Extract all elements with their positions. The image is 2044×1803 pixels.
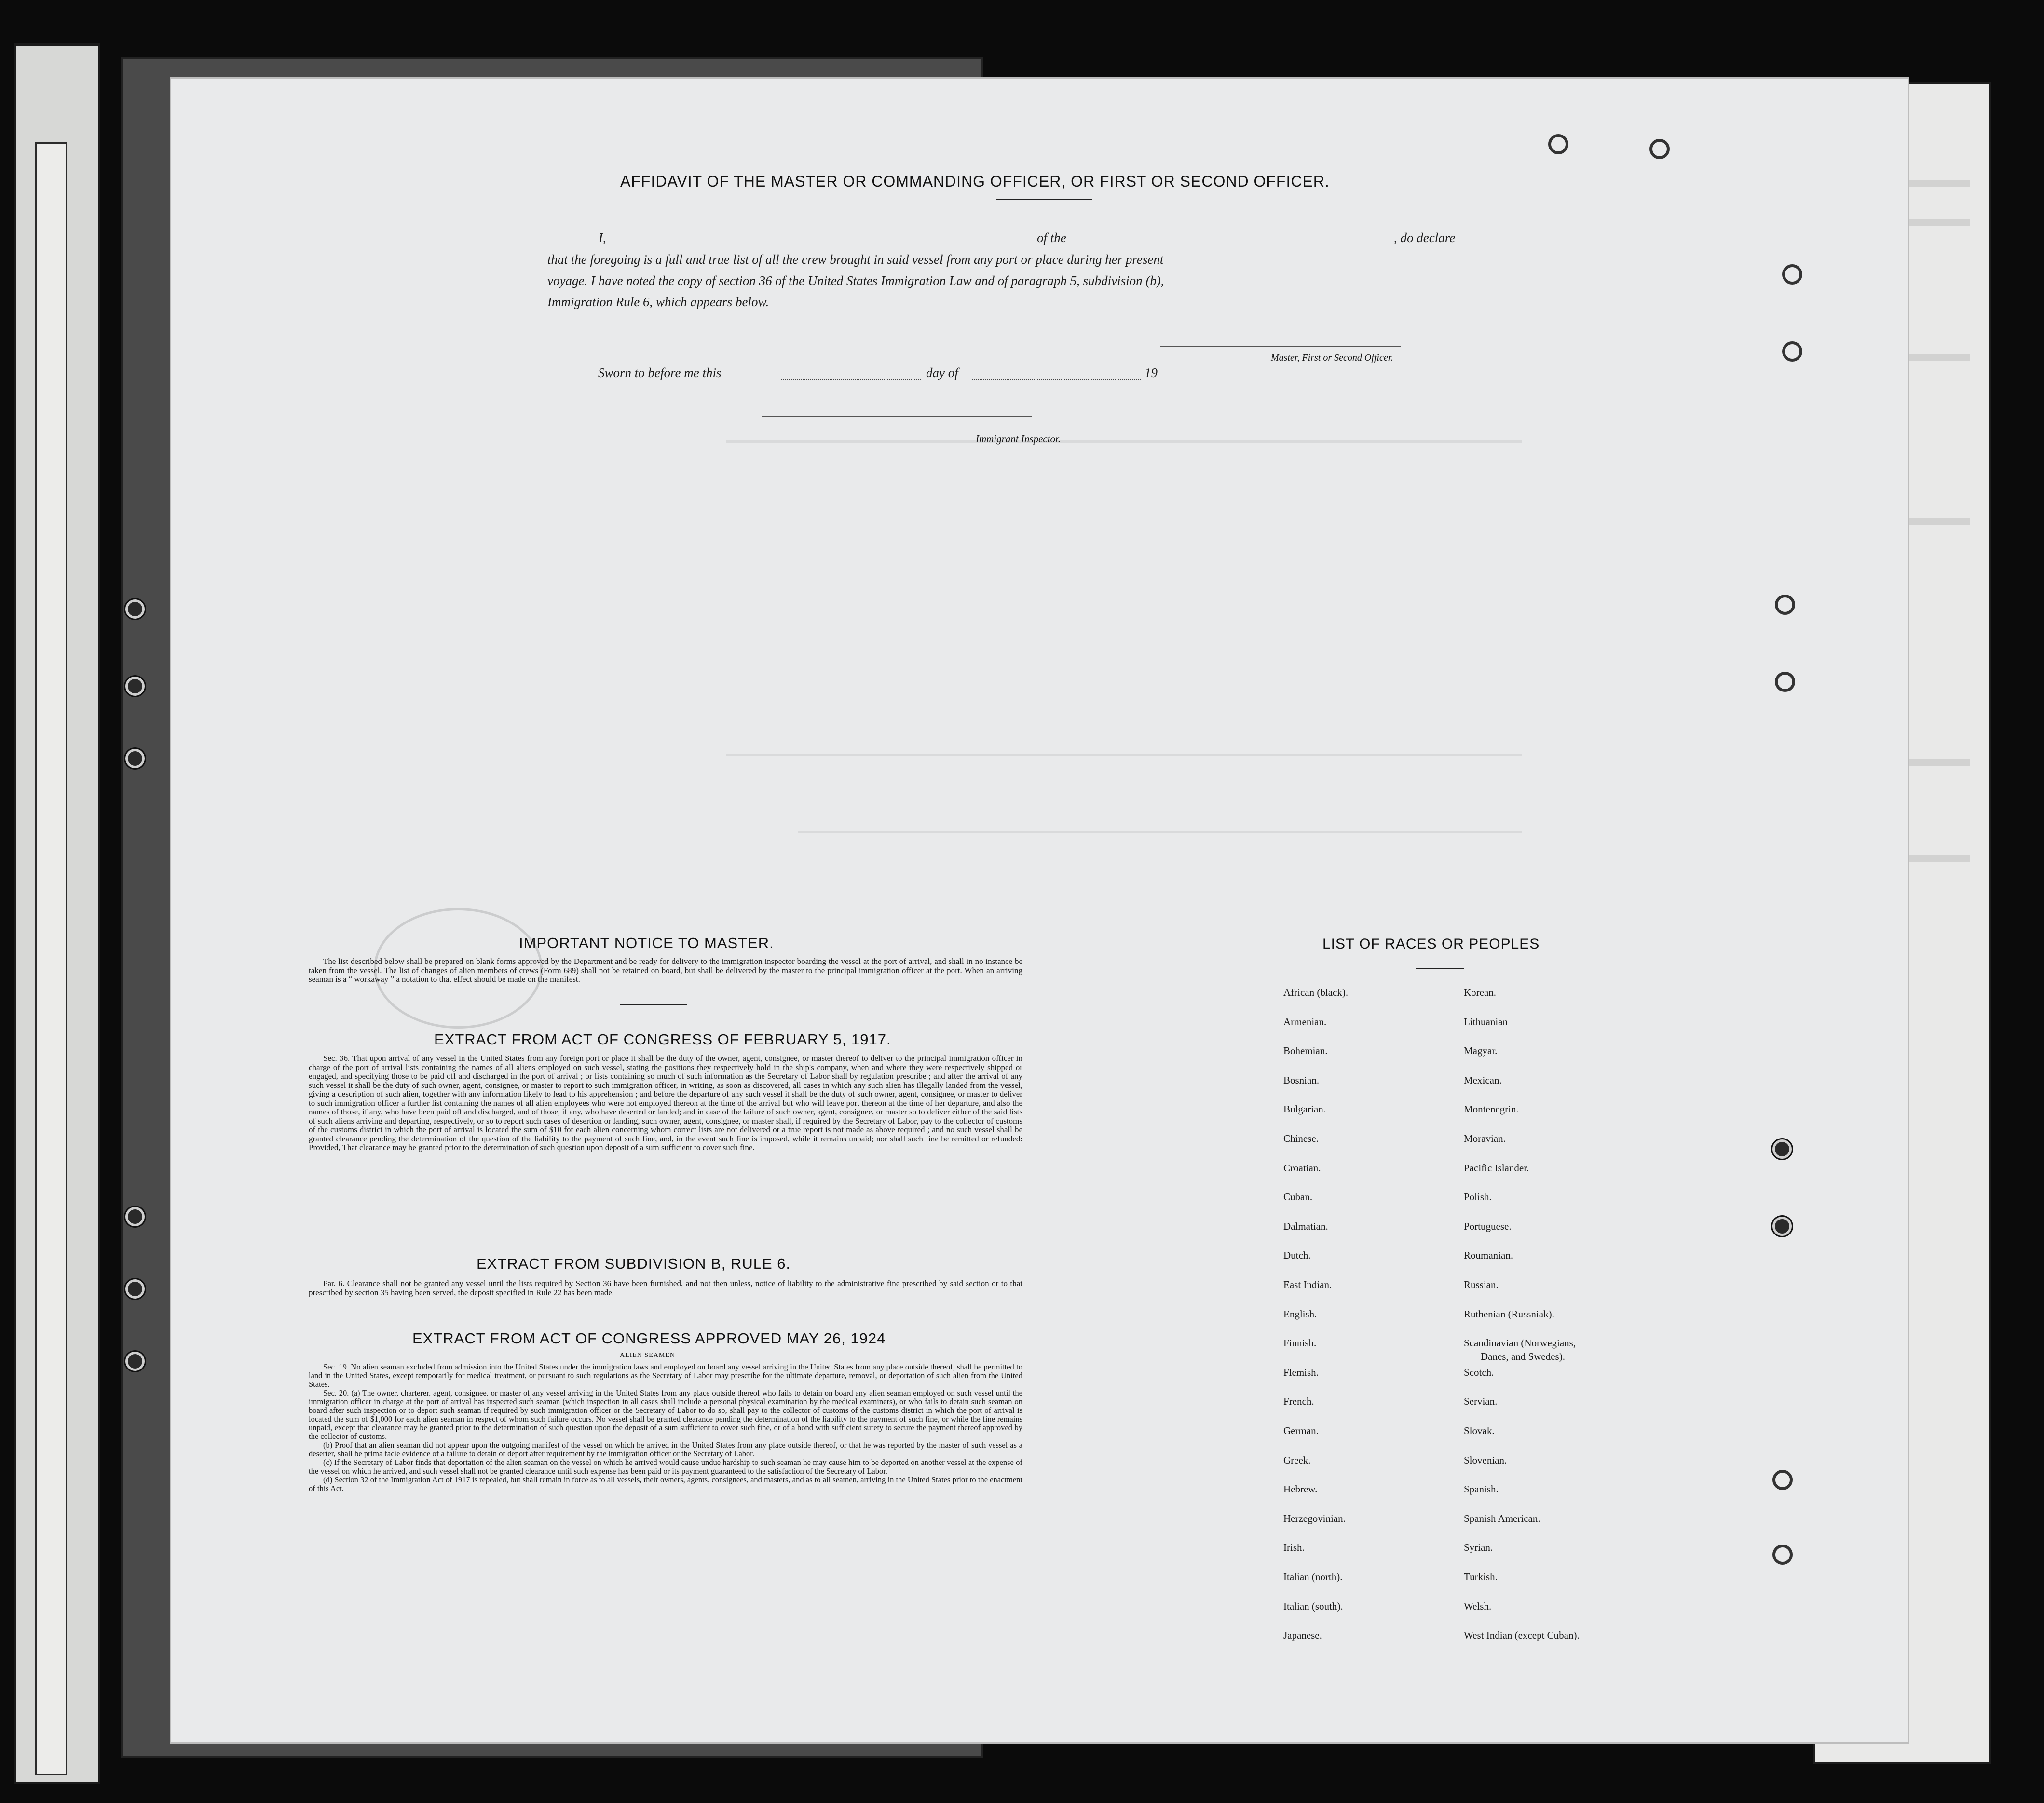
race-item: Hebrew. <box>1283 1483 1318 1495</box>
alien-seamen-subtitle: ALIEN SEAMEN <box>620 1352 676 1359</box>
race-item: Scotch. <box>1464 1366 1494 1378</box>
race-item: Armenian. <box>1283 1016 1327 1028</box>
race-item: Syrian. <box>1464 1542 1493 1554</box>
bleed-through-line <box>726 440 1522 443</box>
race-item: Flemish. <box>1283 1366 1319 1378</box>
binder-hole <box>1772 1217 1792 1236</box>
notice-title: IMPORTANT NOTICE TO MASTER. <box>519 935 774 951</box>
binder-hole <box>125 599 145 619</box>
race-item: Slovak. <box>1464 1425 1495 1437</box>
affidavit-of-the: of the <box>1037 230 1066 245</box>
race-item: East Indian. <box>1283 1279 1332 1290</box>
races-title-rule <box>1416 968 1464 969</box>
sec-20a-text: Sec. 20. (a) The owner, charterer, agent, consignee, or master of any vessel arriving in the United States from any place outside thereof who fails to detain on board any alien seaman employed on such vessel until the immigration officer in charge at the port of arrival has inspected such seaman (which inspection in all cases shall include a personal physical examination by the medical examiners), or who fails to detain such seaman on board after such inspection or to deport such seaman if required by such immigration officer or the Secretary of Labor to do so, shall pay to the collector of customs of the customs district in which the port of arrival is located the sum of $1,000 for each alien seaman in respect of whom such failure occurs. No vessel shall be granted clearance pending the determination of the liability to the payment of such fine, or while the fine remains unpaid, except that clearance may be granted prior to the determination of such question upon the deposit of a sum sufficient to cover such fine, or of a bond with sufficient surety to secure the payment thereof approved by the collector of customs. <box>309 1388 1022 1441</box>
binder-hole <box>125 1352 145 1371</box>
extract-1924-text <box>309 1363 1022 1493</box>
race-item: Spanish American. <box>1464 1512 1540 1524</box>
sec-20d-text: (d) Section 32 of the Immigration Act of 1917 is repealed, but shall remain in force as to all vessels, their owners, agents, consignees, and masters, and as to all seamen, arriving in the United States prior to the enactment of this Act. <box>309 1475 1022 1493</box>
master-signature-line[interactable] <box>1160 346 1401 347</box>
title-rule <box>996 199 1092 200</box>
extract-rule6-text: Par. 6. Clearance shall not be granted any vessel until the lists required by Section 36 have been furnished, and not then unless, notice of liability to the administrative fine prescribed by said section or to that prescribed by section 35 having been served, the deposit specified in Rule 22 has been made. <box>309 1279 1022 1297</box>
race-item: Bulgarian. <box>1283 1103 1326 1115</box>
race-item: Servian. <box>1464 1396 1498 1408</box>
binder-hole <box>125 1279 145 1299</box>
inspector-signature-line[interactable] <box>762 416 1032 417</box>
race-item: Mexican. <box>1464 1074 1502 1086</box>
extract-1917-title: EXTRACT FROM ACT OF CONGRESS OF FEBRUARY 5, 1917. <box>434 1031 891 1048</box>
affidavit-line-4: Immigration Rule 6, which appears below. <box>547 295 769 309</box>
form-page <box>170 77 1909 1744</box>
binder-spine <box>14 43 100 1784</box>
binder-hole <box>1782 341 1802 362</box>
race-item: Herzegovinian. <box>1283 1512 1346 1524</box>
binder-hole <box>125 1207 145 1226</box>
race-item: Spanish. <box>1464 1483 1499 1495</box>
affidavit-title: AFFIDAVIT OF THE MASTER OR COMMANDING OFFICER, OR FIRST OR SECOND OFFICER. <box>620 173 1330 190</box>
race-item: English. <box>1283 1308 1317 1320</box>
race-item: Greek. <box>1283 1454 1311 1466</box>
race-item: Italian (south). <box>1283 1600 1343 1612</box>
day-of-text: day of <box>926 366 958 380</box>
race-item: Ruthenian (Russniak). <box>1464 1308 1554 1320</box>
binder-hole <box>1772 1545 1793 1565</box>
race-item: Turkish. <box>1464 1571 1498 1583</box>
affidavit-i: I, <box>599 230 606 245</box>
race-item: Danes, and Swedes). <box>1481 1351 1565 1363</box>
race-item: German. <box>1283 1425 1319 1437</box>
race-item: Roumanian. <box>1464 1249 1513 1261</box>
notice-text: The list described below shall be prepared on blank forms approved by the Department and be ready for delivery to the immigration inspector boarding the vessel at the port of arrival, and shall in no instance be taken from the vessel. The list of changes of alien members of crews (Form 689) shall not be retained on board, but shall be delivered by the master to the principal immigration officer at the port. When an arriving seaman is a “ workaway ” a notation to that effect should be made on the manifest. <box>309 957 1022 984</box>
race-item: Scandinavian (Norwegians, <box>1464 1337 1576 1349</box>
year-prefix: 19 <box>1145 366 1158 380</box>
race-item: Irish. <box>1283 1542 1305 1554</box>
race-item: Korean. <box>1464 987 1497 998</box>
binder-hole <box>1782 264 1802 285</box>
race-item: Dalmatian. <box>1283 1220 1328 1232</box>
races-title: LIST OF RACES OR PEOPLES <box>1322 936 1540 952</box>
extract-1917-text: Sec. 36. That upon arrival of any vessel in the United States from any foreign port or place it shall be the duty of the owner, agent, consignee, or master thereof to deliver to the principal immigration officer in charge of the port of arrival lists containing the names of all aliens employed on such vessel, stating the positions they respectively hold in the ship's company, when and where they were respectively shipped or engaged, and specifying those to be paid off and discharged in the port of arrival ; or lists containing so much of such information as the Secretary of Labor shall by regulation prescribe ; and after the arrival of any such vessel it shall be the duty of such owner, agent, consignee, or master to report to such immigration officer, in writing, as soon as discovered, all cases in which any such alien has illegally landed from the vessel, giving a description of such alien, together with any information likely to lead to his apprehension ; and before the departure of any such vessel it shall be the duty of such owner, agent, consignee, or master to deliver to such immigration officer a further list containing the names of all alien employees who were not employed thereon at the time of the arrival but who will leave port thereon at the time of her departure, and also the names of those, if any, who have been paid off and discharged, and of those, if any, who have deserted or landed; and in case of the failure of such owner, agent, consignee, or master so to deliver either of the said lists of such aliens arriving and departing, respectively, or so to report such cases of desertion or landing, such owner, agent, consignee, or master shall, if required by the Secretary of Labor, pay to the collector of customs of the customs district in which the port of arrival is located the sum of $10 for each alien concerning whom correct lists are not delivered or a true report is not made as above required ; and no such vessel shall be granted clearance pending the determination of the question of the liability to the payment of such fine, and, in the event such fine is imposed, while it remains unpaid; nor shall such fine be remitted or refunded: Provided, That clearance may be granted prior to the determination of such question upon deposit of a sum sufficient to cover such fine. <box>309 1054 1022 1152</box>
race-item: West Indian (except Cuban). <box>1464 1629 1580 1641</box>
inspector-label: Immigrant Inspector. <box>976 433 1061 445</box>
bleed-through-line <box>798 831 1522 833</box>
race-item: Italian (north). <box>1283 1571 1343 1583</box>
extract-rule6-title: EXTRACT FROM SUBDIVISION B, RULE 6. <box>477 1255 791 1272</box>
race-item: African (black). <box>1283 987 1349 998</box>
affidavit-declare: , do declare <box>1394 230 1456 245</box>
race-item: Lithuanian <box>1464 1016 1508 1028</box>
extract-1924-title: EXTRACT FROM ACT OF CONGRESS APPROVED MAY 26, 1924 <box>412 1330 886 1347</box>
race-item: Croatian. <box>1283 1162 1321 1174</box>
binder-spine-strip <box>35 142 67 1775</box>
race-item: Bosnian. <box>1283 1074 1320 1086</box>
race-item: Russian. <box>1464 1279 1499 1290</box>
race-item: Welsh. <box>1464 1600 1492 1612</box>
affidavit-line-2: that the foregoing is a full and true list of all the crew brought in said vessel from any port or place during her present <box>547 252 1164 267</box>
master-signature-label: Master, First or Second Officer. <box>1271 352 1393 363</box>
sworn-text: Sworn to before me this <box>598 366 722 380</box>
race-item: Slovenian. <box>1464 1454 1507 1466</box>
binder-hole <box>1775 672 1795 692</box>
bleed-through-line <box>726 754 1522 756</box>
race-item: Cuban. <box>1283 1191 1313 1203</box>
sec-19-text: Sec. 19. No alien seaman excluded from admission into the United States under the immigration laws and employed on board any vessel arriving in the United States from any place outside thereof, shall be permitted to land in the United States, except temporarily for medical treatment, or pursuant to such regulations as the Secretary of Labor may prescribe for the ultimate departure, removal, or deportation of such alien from the United States. <box>309 1362 1022 1389</box>
sec-20b-text: (b) Proof that an alien seaman did not appear upon the outgoing manifest of the vessel on which he arrived in the United States from any place outside thereof, or that he was reported by the master of such vessel as a deserter, shall be prima facie evidence of a failure to detain or deport after requirement by the immigration officer or the Secretary of Labor. <box>309 1440 1022 1458</box>
race-item: Japanese. <box>1283 1629 1322 1641</box>
race-item: Montenegrin. <box>1464 1103 1519 1115</box>
race-item: Bohemian. <box>1283 1045 1328 1057</box>
binder-hole <box>1548 134 1568 154</box>
binder-hole <box>1649 139 1670 159</box>
affidavit-line-3: voyage. I have noted the copy of section 36 of the United States Immigration Law and of paragraph 5, subdivision (b), <box>547 273 1164 288</box>
sworn-month-blank[interactable] <box>972 379 1141 380</box>
race-item: Polish. <box>1464 1191 1492 1203</box>
binder-hole <box>1775 595 1795 615</box>
sec-20c-text: (c) If the Secretary of Labor finds that deportation of the alien seaman on the vessel on which he arrived would cause undue hardship to such seaman he may cause him to be deported on another vessel at the expense of the vessel on which he arrived, and such vessel shall not be granted clearance until such expense has been paid or its payment guaranteed to the satisfaction of the Secretary of Labor. <box>309 1458 1022 1476</box>
race-item: Finnish. <box>1283 1337 1317 1349</box>
binder-hole <box>125 677 145 696</box>
sworn-day-blank[interactable] <box>781 379 921 380</box>
race-item: Dutch. <box>1283 1249 1311 1261</box>
race-item: Portuguese. <box>1464 1220 1512 1232</box>
section-rule <box>620 1004 687 1005</box>
race-item: French. <box>1283 1396 1314 1408</box>
race-item: Moravian. <box>1464 1133 1506 1144</box>
race-item: Pacific Islander. <box>1464 1162 1529 1174</box>
race-item: Chinese. <box>1283 1133 1319 1144</box>
race-item: Magyar. <box>1464 1045 1498 1057</box>
binder-hole <box>125 749 145 768</box>
binder-hole <box>1772 1139 1792 1159</box>
binder-hole <box>1772 1470 1793 1490</box>
